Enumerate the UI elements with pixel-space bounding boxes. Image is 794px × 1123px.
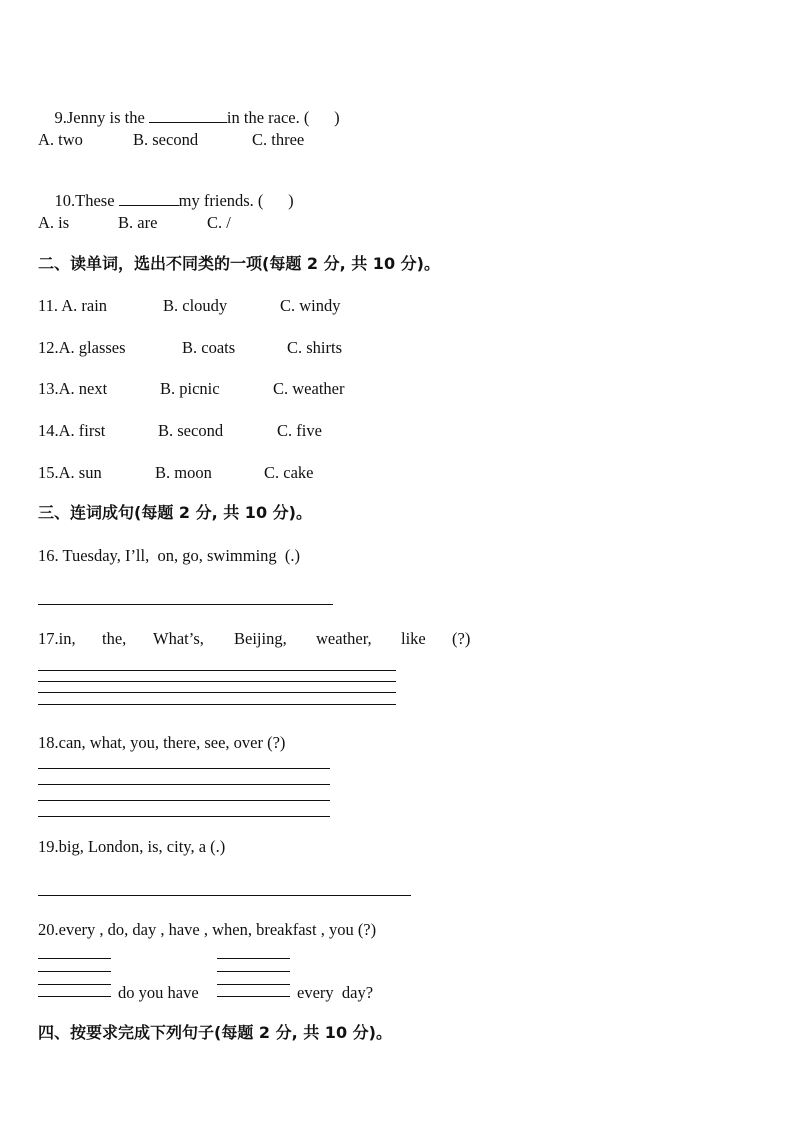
answer-line[interactable]: [38, 971, 111, 972]
answer-line[interactable]: [38, 984, 111, 985]
question-14-option-a: 14.A. first: [38, 421, 106, 440]
question-17-word: (?): [452, 629, 471, 648]
question-20-middle-text: do you have: [118, 983, 199, 1002]
question-11-option-c: C. windy: [280, 296, 341, 315]
question-20-end-text: every day?: [297, 983, 374, 1002]
question-11-option-a: 11. A. rain: [38, 296, 108, 315]
answer-line[interactable]: [38, 816, 330, 817]
question-14-option-b: B. second: [158, 421, 224, 440]
answer-line[interactable]: [38, 604, 333, 605]
question-16: 16. Tuesday, I’ll, on, go, swimming (.): [38, 546, 301, 565]
option-b: B. are: [118, 213, 158, 232]
question-15-option-b: B. moon: [155, 463, 212, 482]
answer-line[interactable]: [217, 984, 290, 985]
question-11-option-b: B. cloudy: [163, 296, 228, 315]
answer-line[interactable]: [38, 784, 330, 785]
answer-line[interactable]: [38, 692, 396, 693]
answer-line[interactable]: [217, 971, 290, 972]
question-13-option-a: 13.A. next: [38, 379, 108, 398]
question-12-option-c: C. shirts: [287, 338, 343, 357]
answer-line[interactable]: [38, 800, 330, 801]
answer-blank[interactable]: [119, 191, 179, 206]
question-20: 20.every , do, day , have , when, breakfast , you (?): [38, 920, 377, 939]
answer-blank[interactable]: [149, 108, 227, 123]
answer-line[interactable]: [38, 768, 330, 769]
section-4-heading: 四、按要求完成下列句子(每题 2 分, 共 10 分)。: [38, 1023, 392, 1042]
question-17-word: 17.in,: [38, 629, 76, 648]
answer-line[interactable]: [38, 958, 111, 959]
answer-line[interactable]: [217, 996, 290, 997]
question-14-option-c: C. five: [277, 421, 322, 440]
option-c: C. /: [207, 213, 231, 232]
question-17-word: like: [401, 629, 426, 648]
question-13-option-c: C. weather: [273, 379, 345, 398]
answer-line[interactable]: [38, 681, 396, 682]
question-13-option-b: B. picnic: [160, 379, 220, 398]
question-12-option-b: B. coats: [182, 338, 236, 357]
option-a: A. is: [38, 213, 70, 232]
question-9-suffix: in the race. ( ): [226, 108, 340, 127]
question-18: 18.can, what, you, there, see, over (?): [38, 733, 286, 752]
answer-line[interactable]: [38, 704, 396, 705]
question-15-option-a: 15.A. sun: [38, 463, 102, 482]
section-3-heading: 三、连词成句(每题 2 分, 共 10 分)。: [38, 503, 312, 522]
question-17-word: the,: [102, 629, 127, 648]
question-10: [38, 171, 294, 231]
question-17-word: Beijing,: [234, 629, 287, 648]
question-15-option-c: C. cake: [264, 463, 314, 482]
answer-line[interactable]: [38, 895, 411, 896]
option-a: A. two: [38, 130, 83, 149]
question-19: 19.big, London, is, city, a (.): [38, 837, 226, 856]
option-c: C. three: [252, 130, 305, 149]
answer-line[interactable]: [38, 670, 396, 671]
option-b: B. second: [133, 130, 199, 149]
question-17-word: weather,: [316, 629, 372, 648]
question-9-prefix: 9.Jenny is the: [54, 108, 149, 127]
question-10-prefix: 10.These: [54, 191, 119, 210]
question-17-word: What’s,: [153, 629, 204, 648]
question-10-suffix: my friends. ( ): [178, 191, 294, 210]
section-2-heading: 二、读单词，选出不同类的一项(每题 2 分, 共 10 分)。: [38, 254, 440, 273]
answer-line[interactable]: [217, 958, 290, 959]
answer-line[interactable]: [38, 996, 111, 997]
question-12-option-a: 12.A. glasses: [38, 338, 126, 357]
